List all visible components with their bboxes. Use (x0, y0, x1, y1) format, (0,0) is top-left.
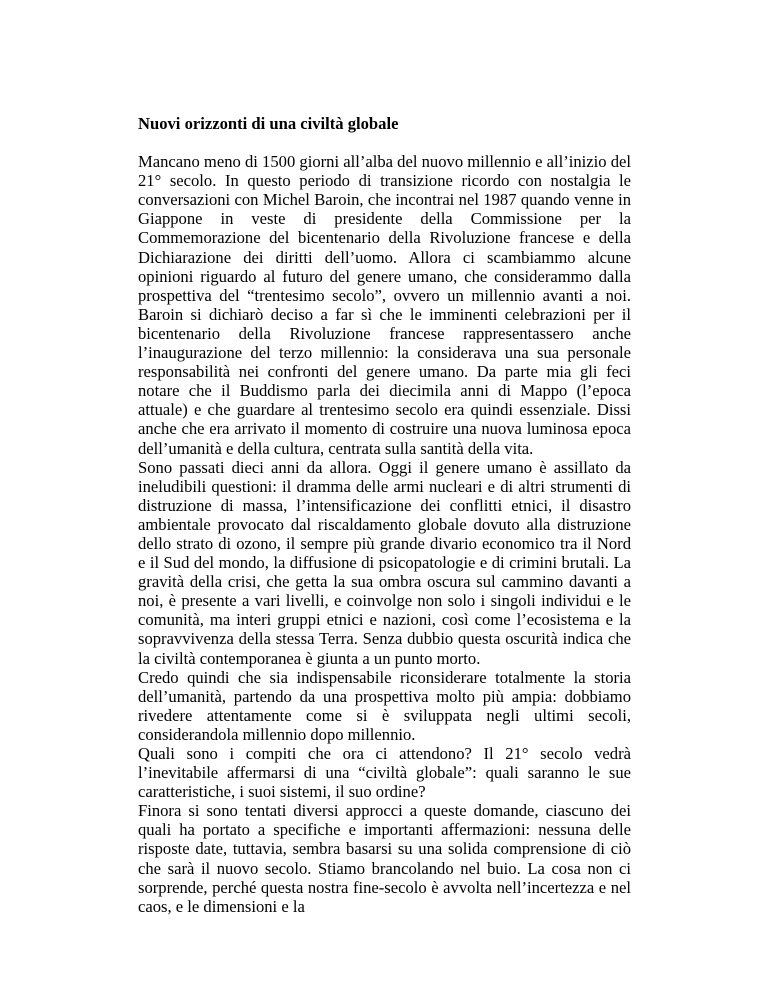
paragraph-3: Credo quindi che sia indispensabile riconsiderare totalmente la storia dell’umanità, partendo da una prospettiva molto più ampia: dobbiamo rivedere attentamente come si è sviluppata negli ultimi secoli, considerandola millennio dopo millennio. (138, 667, 631, 744)
paragraph-1: Mancano meno di 1500 giorni all’alba del nuovo millennio e all’inizio del 21° secolo. In questo periodo di transizione ricordo con nostalgia le conversazioni con Michel Baroin, che incontrai nel 1987 quando venne in Giappone in veste di presidente della Commissione per la Commemorazione del bicentenario della Rivoluzione francese e della Dichiarazione dei diritti dell’uomo. Allora ci scambiammo alcune opinioni riguardo al futuro del genere umano, che considerammo dalla prospettiva del “trentesimo secolo”, ovvero un millennio avanti a noi. Baroin si dichiarò deciso a far sì che le imminenti celebrazioni per il bicentenario della Rivoluzione francese rappresentassero anche l’inaugurazione del terzo millennio: la considerava una sua personale responsabilità nei confronti del genere umano. Da parte mia gli feci notare che il Buddismo parla dei diecimila anni di Mappo (l’epoca attuale) e che guardare al trentesimo secolo era quindi essenziale. Dissi anche che era arrivato il momento di costruire una nuova luminosa epoca dell’umanità e della cultura, centrata sulla santità della vita. (138, 152, 631, 458)
paragraph-4: Quali sono i compiti che ora ci attendono? Il 21° secolo vedrà l’inevitabile affermarsi di una “civiltà globale”: quali saranno le sue caratteristiche, i suoi sistemi, il suo ordine? (138, 744, 631, 802)
document-title: Nuovi orizzonti di una civiltà globale (138, 114, 399, 133)
paragraph-5: Finora si sono tentati diversi approcci a queste domande, ciascuno dei quali ha portato a specifiche e importanti affermazioni: nessuna delle risposte date, tuttavia, sembra basarsi su una solida comprensione di ciò che sarà il nuovo secolo. Stiamo brancolando nel buio. La cosa non ci sorprende, perché questa nostra fine-secolo è avvolta nell’incertezza e nel caos, e le dimensioni e la (138, 801, 631, 916)
document-body (138, 114, 631, 916)
paragraph-2: Sono passati dieci anni da allora. Oggi il genere umano è assillato da ineludibili questioni: il dramma delle armi nucleari e di altri strumenti di distruzione di massa, l’intensificazione dei conflitti etnici, il disastro ambientale provocato dal riscaldamento globale dovuto alla distruzione dello strato di ozono, il sempre più grande divario economico tra il Nord e il Sud del mondo, la diffusione di psicopatologie e di crimini brutali. La gravità della crisi, che getta la sua ombra oscura sul cammino davanti a noi, è presente a vari livelli, e coinvolge non solo i singoli individui e le comunità, ma interi gruppi etnici e nazioni, così come l’ecosistema e la sopravvivenza della stessa Terra. Senza dubbio questa oscurità indica che la civiltà contemporanea è giunta a un punto morto. (138, 457, 631, 668)
